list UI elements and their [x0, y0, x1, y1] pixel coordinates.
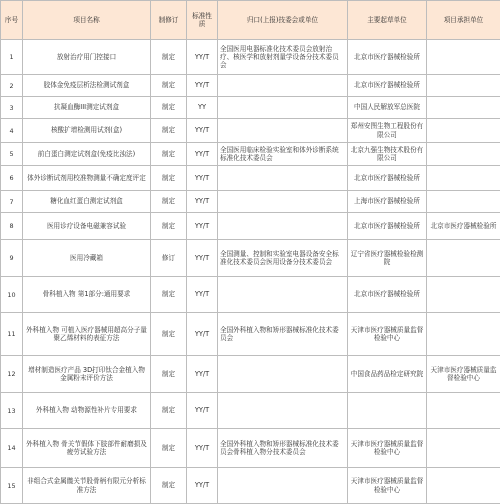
table-row [1, 429, 500, 468]
row-committee [218, 393, 348, 429]
row-sponsor [427, 393, 500, 429]
row-no: 6 [1, 166, 23, 191]
row-name: 核酸扩增检测用试剂(盒) [23, 119, 151, 143]
row-drafter: 北京九强生物技术股份有限公司 [348, 143, 427, 166]
row-drafter: 北京市医疗器械检验所 [348, 40, 427, 75]
row-committee: 全国外科植入物和矫形器械标准化技术委员会 [218, 313, 348, 356]
row-committee: 全国测量、控制和实验室电器设备安全标准化技术委员会医用设备分技术委员会 [218, 240, 348, 277]
row-name: 骨科植入物 第1部分:通用要求 [23, 277, 151, 313]
row-nature: YY/T [187, 429, 218, 468]
row-drafter [348, 393, 427, 429]
row-committee: 全国医用临床检验实验室和体外诊断系统标准化技术委员会 [218, 143, 348, 166]
row-committee [218, 468, 348, 504]
table-row [1, 313, 500, 356]
row-sponsor [427, 240, 500, 277]
row-sponsor [427, 119, 500, 143]
row-nature: YY/T [187, 468, 218, 504]
row-no: 4 [1, 119, 23, 143]
row-name: 前白蛋白测定试剂盒(免疫比浊法) [23, 143, 151, 166]
row-rev: 制定 [151, 191, 187, 213]
table-row [1, 143, 500, 166]
row-nature: YY/T [187, 75, 218, 97]
row-nature: YY/T [187, 313, 218, 356]
row-no: 10 [1, 277, 23, 313]
table-row [1, 468, 500, 504]
row-rev: 制定 [151, 277, 187, 313]
row-sponsor [427, 40, 500, 75]
row-rev: 修订 [151, 240, 187, 277]
row-no: 9 [1, 240, 23, 277]
row-name: 胶体金免疫层析法检测试剂盒 [23, 75, 151, 97]
row-nature: YY/T [187, 393, 218, 429]
row-rev: 制定 [151, 393, 187, 429]
row-nature: YY/T [187, 191, 218, 213]
row-committee [218, 166, 348, 191]
row-name: 体外诊断试剂用校准物测量不确定度评定 [23, 166, 151, 191]
row-nature: YY/T [187, 40, 218, 75]
row-no: 14 [1, 429, 23, 468]
row-sponsor: 天津市医疗器械质量监督检验中心 [427, 356, 500, 393]
row-sponsor [427, 429, 500, 468]
header-revision: 制修订 [151, 1, 187, 40]
row-sponsor [427, 75, 500, 97]
row-rev: 制定 [151, 313, 187, 356]
row-nature: YY/T [187, 240, 218, 277]
row-sponsor [427, 97, 500, 119]
row-no: 2 [1, 75, 23, 97]
row-nature: YY/T [187, 277, 218, 313]
table-row [1, 119, 500, 143]
row-name: 外科植入物 动物源性补片专用要求 [23, 393, 151, 429]
row-drafter: 北京市医疗器械检验所 [348, 213, 427, 240]
table-row [1, 166, 500, 191]
row-drafter: 天津市医疗器械质量监督检验中心 [348, 468, 427, 504]
row-rev: 制定 [151, 429, 187, 468]
row-name: 外科植入物 骨关节假体下肢部件耐磨损及疲劳试验方法 [23, 429, 151, 468]
row-name: 非组合式金属髋关节股骨柄有限元分析标准方法 [23, 468, 151, 504]
row-drafter: 中国食品药品检定研究院 [348, 356, 427, 393]
table-row [1, 40, 500, 75]
row-sponsor [427, 468, 500, 504]
row-nature: YY/T [187, 166, 218, 191]
header-row [1, 1, 500, 40]
row-drafter: 北京市医疗器械检验所 [348, 166, 427, 191]
row-committee [218, 356, 348, 393]
row-rev: 制定 [151, 75, 187, 97]
row-sponsor [427, 313, 500, 356]
row-committee [218, 119, 348, 143]
row-committee: 全国医用电器标准化技术委员会放射治疗、核医学和放射剂量学设备分技术委员会 [218, 40, 348, 75]
header-nature: 标准性质 [187, 1, 218, 40]
row-no: 12 [1, 356, 23, 393]
row-sponsor [427, 191, 500, 213]
table-row [1, 356, 500, 393]
row-name: 医用诊疗设备电磁兼容试验 [23, 213, 151, 240]
row-nature: YY/T [187, 213, 218, 240]
row-sponsor [427, 143, 500, 166]
row-rev: 制定 [151, 40, 187, 75]
row-nature: YY/T [187, 143, 218, 166]
row-name: 抗凝血酶III测定试剂盒 [23, 97, 151, 119]
row-nature: YY [187, 97, 218, 119]
row-committee: 全国外科植入物和矫形器械标准化技术委员会骨科植入物分技术委员会 [218, 429, 348, 468]
header-committee: 归口(上报)技委会或单位 [218, 1, 348, 40]
table-row [1, 75, 500, 97]
row-rev: 制定 [151, 356, 187, 393]
row-drafter: 北京市医疗器械检验所 [348, 75, 427, 97]
row-committee [218, 277, 348, 313]
header-drafter: 主要起草单位 [348, 1, 427, 40]
row-name: 增材制造医疗产品 3D打印钛合金植入物金属粉末评价方法 [23, 356, 151, 393]
row-no: 1 [1, 40, 23, 75]
row-committee [218, 97, 348, 119]
row-committee [218, 213, 348, 240]
row-committee [218, 75, 348, 97]
row-name: 外科植入物 可植入医疗器械用超高分子量聚乙烯材料的表征方法 [23, 313, 151, 356]
row-drafter: 天津市医疗器械质量监督检验中心 [348, 429, 427, 468]
row-rev: 制定 [151, 119, 187, 143]
row-rev: 制定 [151, 166, 187, 191]
table-row [1, 191, 500, 213]
row-drafter: 郑州安图生物工程股份有限公司 [348, 119, 427, 143]
row-no: 7 [1, 191, 23, 213]
row-rev: 制定 [151, 213, 187, 240]
row-committee [218, 191, 348, 213]
row-sponsor [427, 166, 500, 191]
table-row [1, 277, 500, 313]
row-name: 糖化血红蛋白测定试剂盒 [23, 191, 151, 213]
row-no: 11 [1, 313, 23, 356]
row-sponsor: 北京市医疗器械检验所 [427, 213, 500, 240]
row-rev: 制定 [151, 143, 187, 166]
table-row [1, 240, 500, 277]
row-no: 13 [1, 393, 23, 429]
row-rev: 制定 [151, 468, 187, 504]
row-drafter: 天津市医疗器械质量监督检验中心 [348, 313, 427, 356]
row-drafter: 辽宁省医疗器械检验检测院 [348, 240, 427, 277]
table-row [1, 97, 500, 119]
row-drafter: 中国人民解放军总医院 [348, 97, 427, 119]
header-sponsor: 项目承担单位 [427, 1, 500, 40]
row-drafter: 北京市医疗器械检验所 [348, 277, 427, 313]
row-name: 放射治疗用门控接口 [23, 40, 151, 75]
row-sponsor [427, 277, 500, 313]
row-name: 医用冷藏箱 [23, 240, 151, 277]
row-no: 3 [1, 97, 23, 119]
table-row [1, 213, 500, 240]
row-nature: YY/T [187, 119, 218, 143]
row-rev: 制定 [151, 97, 187, 119]
row-no: 8 [1, 213, 23, 240]
header-project-name: 项目名称 [23, 1, 151, 40]
row-drafter: 上海市医疗器械检验所 [348, 191, 427, 213]
table-row [1, 393, 500, 429]
row-nature: YY/T [187, 356, 218, 393]
header-no: 序号 [1, 1, 23, 40]
row-no: 5 [1, 143, 23, 166]
row-no: 15 [1, 468, 23, 504]
